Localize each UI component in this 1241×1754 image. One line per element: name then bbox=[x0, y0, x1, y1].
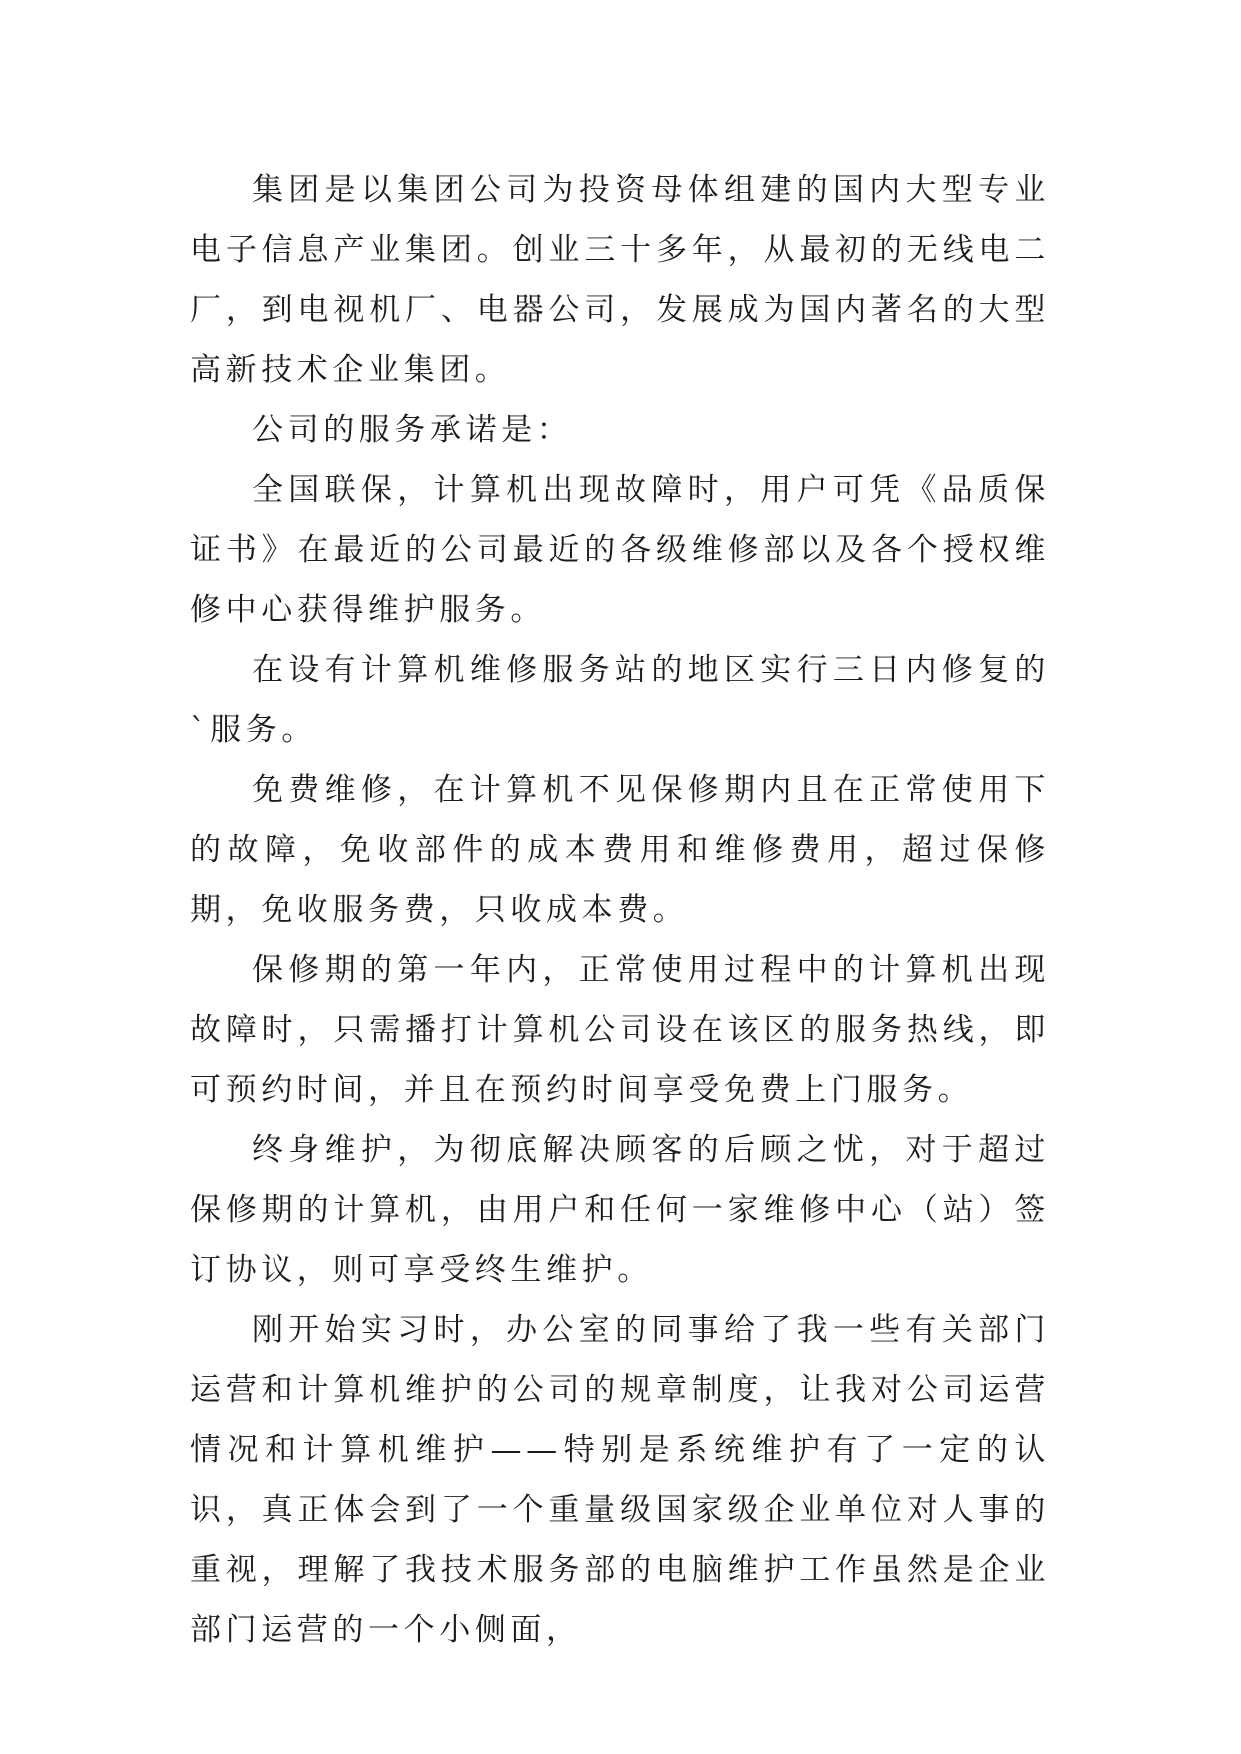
paragraph-free-repair: 免费维修，在计算机不见保修期内且在正常使用下的故障，免收部件的成本费用和维修费用，超过保修期，免收服务费，只收成本费。 bbox=[190, 772, 1050, 928]
paragraph-service-promise-heading: 公司的服务承诺是： bbox=[252, 412, 573, 448]
paragraph-three-day-repair: 在设有计算机维修服务站的地区实行三日内修复的`服务。 bbox=[190, 652, 1050, 748]
paragraph-national-warranty: 全国联保，计算机出现故障时，用户可凭《品质保证书》在最近的公司最近的各级维修部以及各个授权维修中心获得维护服务。 bbox=[190, 472, 1050, 628]
paragraph-internship-experience: 刚开始实习时，办公室的同事给了我一些有关部门运营和计算机维护的公司的规章制度，让我对公司运营情况和计算机维护——特别是系统维护有了一定的认识，真正体会到了一个重量级国家级企业单位对人事的重视，理解了我技术服务部的电脑维护工作虽然是企业部门运营的一个小侧面， bbox=[190, 1312, 1050, 1648]
paragraph-group-intro: 集团是以集团公司为投资母体组建的国内大型专业电子信息产业集团。创业三十多年，从最初的无线电二厂，到电视机厂、电器公司，发展成为国内著名的大型高新技术企业集团。 bbox=[190, 172, 1050, 388]
paragraph-lifetime-maintenance: 终身维护，为彻底解决顾客的后顾之忧，对于超过保修期的计算机，由用户和任何一家维修中心（站）签订协议，则可享受终生维护。 bbox=[190, 1132, 1050, 1288]
paragraph-onsite-service: 保修期的第一年内，正常使用过程中的计算机出现故障时，只需播打计算机公司设在该区的服务热线，即可预约时间，并且在预约时间享受免费上门服务。 bbox=[190, 952, 1050, 1108]
document-body bbox=[190, 160, 1050, 1660]
